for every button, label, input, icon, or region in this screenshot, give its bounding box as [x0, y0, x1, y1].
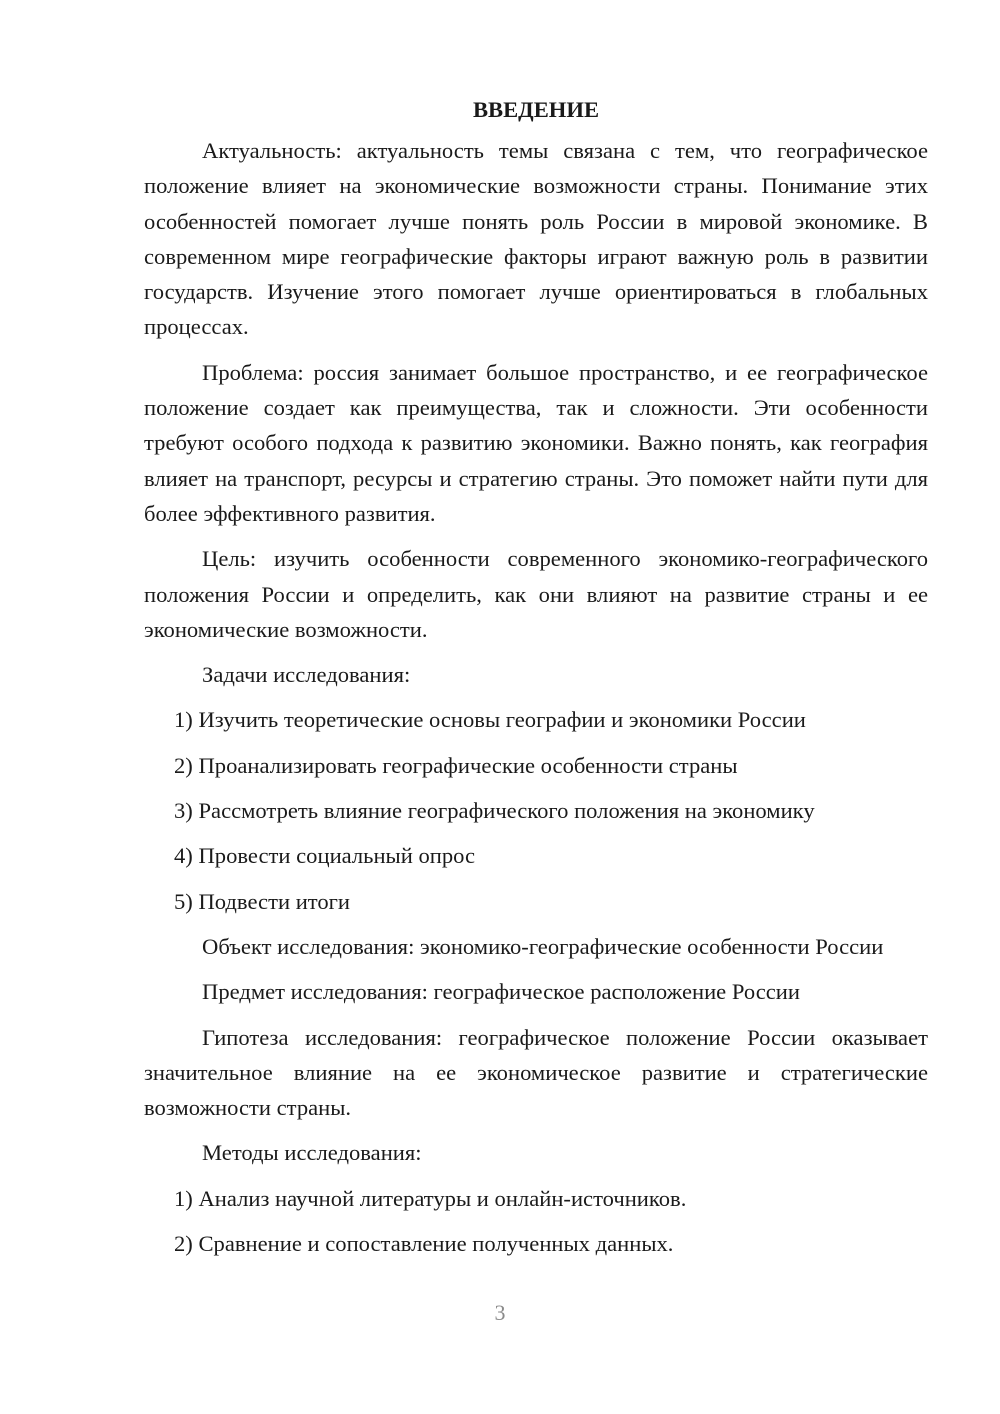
hypothesis-paragraph: Гипотеза исследования: географическое положение России оказывает значительное влияние на ее экономическое развитие и стратегические возможности страны. [144, 1024, 928, 1121]
methods-heading: Методы исследования: [202, 1140, 422, 1166]
task-item: 4) Провести социальный опрос [174, 843, 476, 869]
page-title: ВВЕДЕНИЕ [472, 97, 600, 122]
goal-paragraph: Цель: изучить особенности современного экономико-географического положения России и определить, как они влияют на развитие страны и ее экономические возможности. [144, 546, 928, 642]
object-paragraph: Объект исследования: экономико-географические особенности России [202, 933, 884, 959]
problem-paragraph: Проблема: россия занимает большое пространство, и ее географическое положение создает как преимущества, так и сложности. Эти особенности требуют особого подхода к развитию экономики. Важно понять, как география влияет на транспорт, ресурсы и стратегию страны. Это поможет найти пути для более эффективного развития. [144, 359, 928, 526]
page-content [144, 92, 928, 1271]
tasks-heading: Задачи исследования: [202, 662, 411, 688]
task-item: 3) Рассмотреть влияние географического положения на экономику [174, 798, 815, 824]
subject-paragraph: Предмет исследования: географическое расположение России [202, 979, 800, 1005]
task-item: 1) Изучить теоретические основы географии и экономики России [174, 707, 806, 733]
task-item: 2) Проанализировать географические особенности страны [174, 752, 738, 778]
page-number: 3 [494, 1300, 506, 1325]
method-item: 1) Анализ научной литературы и онлайн-источников. [174, 1185, 687, 1211]
method-item: 2) Сравнение и сопоставление полученных данных. [174, 1231, 674, 1257]
task-item: 5) Подвести итоги [174, 888, 351, 914]
relevance-paragraph: Актуальность: актуальность темы связана с тем, что географическое положение влияет на экономические возможности страны. Понимание этих особенностей помогает лучше понять роль России в мировой экономике. В современном мире географические факторы играют важную роль в развитии государств. Изучение этого помогает лучше ориентироваться в глобальных процессах. [144, 138, 928, 340]
